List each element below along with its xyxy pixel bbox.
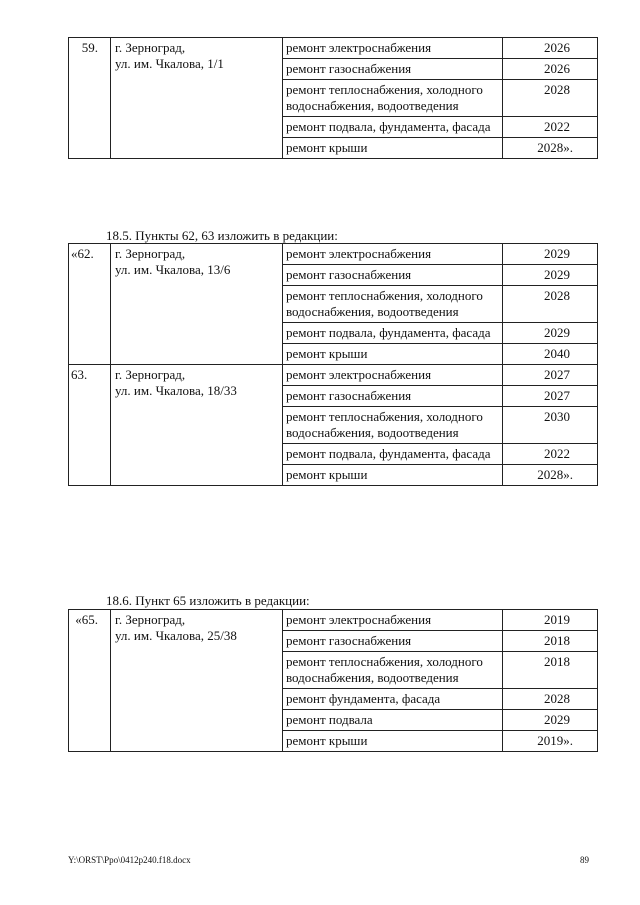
- work-type: ремонт газоснабжения: [283, 59, 503, 80]
- entry-number: «62.: [69, 244, 111, 365]
- work-year: 2028».: [503, 465, 598, 486]
- work-type: ремонт теплоснабжения, холодного водоснабжения, водоотведения: [283, 286, 503, 323]
- work-type: ремонт подвала, фундамента, фасада: [283, 444, 503, 465]
- work-type: ремонт газоснабжения: [283, 386, 503, 407]
- footer-page-number: 89: [580, 855, 589, 865]
- work-year: 2030: [503, 407, 598, 444]
- work-year: 2029: [503, 244, 598, 265]
- work-year: 2026: [503, 59, 598, 80]
- work-year: 2028: [503, 286, 598, 323]
- table-row: [69, 244, 598, 265]
- work-year: 2022: [503, 117, 598, 138]
- work-year: 2019: [503, 610, 598, 631]
- work-year: 2029: [503, 710, 598, 731]
- table-row: [69, 610, 598, 631]
- table-entry-59: [68, 37, 598, 159]
- work-type: ремонт теплоснабжения, холодного водоснабжения, водоотведения: [283, 407, 503, 444]
- work-type: ремонт подвала: [283, 710, 503, 731]
- table-entry-65: [68, 609, 598, 752]
- section-heading-18-6: 18.6. Пункт 65 изложить в редакции:: [106, 593, 310, 608]
- work-year: 2026: [503, 38, 598, 59]
- work-type: ремонт газоснабжения: [283, 631, 503, 652]
- work-year: 2027: [503, 386, 598, 407]
- work-type: ремонт теплоснабжения, холодного водоснабжения, водоотведения: [283, 80, 503, 117]
- work-type: ремонт теплоснабжения, холодного водоснабжения, водоотведения: [283, 652, 503, 689]
- work-type: ремонт газоснабжения: [283, 265, 503, 286]
- table-row: [69, 365, 598, 386]
- work-year: 2018: [503, 652, 598, 689]
- work-year: 2018: [503, 631, 598, 652]
- entry-number: «65.: [69, 610, 111, 752]
- entry-address: г. Зерноград, ул. им. Чкалова, 13/6: [111, 244, 283, 365]
- work-year: 2029: [503, 323, 598, 344]
- work-year: 2040: [503, 344, 598, 365]
- work-year: 2022: [503, 444, 598, 465]
- work-year: 2028: [503, 689, 598, 710]
- entry-number: 59.: [69, 38, 111, 159]
- work-type: ремонт крыши: [283, 731, 503, 752]
- work-year: 2019».: [503, 731, 598, 752]
- section-heading-18-5: 18.5. Пункты 62, 63 изложить в редакции:: [106, 228, 338, 243]
- work-type: ремонт подвала, фундамента, фасада: [283, 117, 503, 138]
- work-year: 2029: [503, 265, 598, 286]
- table-row: [69, 38, 598, 59]
- table-entries-62-63: [68, 243, 598, 486]
- entry-address: г. Зерноград, ул. им. Чкалова, 25/38: [111, 610, 283, 752]
- work-type: ремонт электроснабжения: [283, 365, 503, 386]
- work-type: ремонт фундамента, фасада: [283, 689, 503, 710]
- work-type: ремонт электроснабжения: [283, 610, 503, 631]
- work-type: ремонт электроснабжения: [283, 244, 503, 265]
- work-year: 2027: [503, 365, 598, 386]
- work-type: ремонт крыши: [283, 465, 503, 486]
- work-year: 2028: [503, 80, 598, 117]
- work-year: 2028».: [503, 138, 598, 159]
- work-type: ремонт электроснабжения: [283, 38, 503, 59]
- entry-number: 63.: [69, 365, 111, 486]
- work-type: ремонт крыши: [283, 138, 503, 159]
- entry-address: г. Зерноград, ул. им. Чкалова, 18/33: [111, 365, 283, 486]
- work-type: ремонт крыши: [283, 344, 503, 365]
- entry-address: г. Зерноград, ул. им. Чкалова, 1/1: [111, 38, 283, 159]
- footer-file-path: Y:\ORST\Ppo\0412p240.f18.docx: [68, 855, 191, 865]
- work-type: ремонт подвала, фундамента, фасада: [283, 323, 503, 344]
